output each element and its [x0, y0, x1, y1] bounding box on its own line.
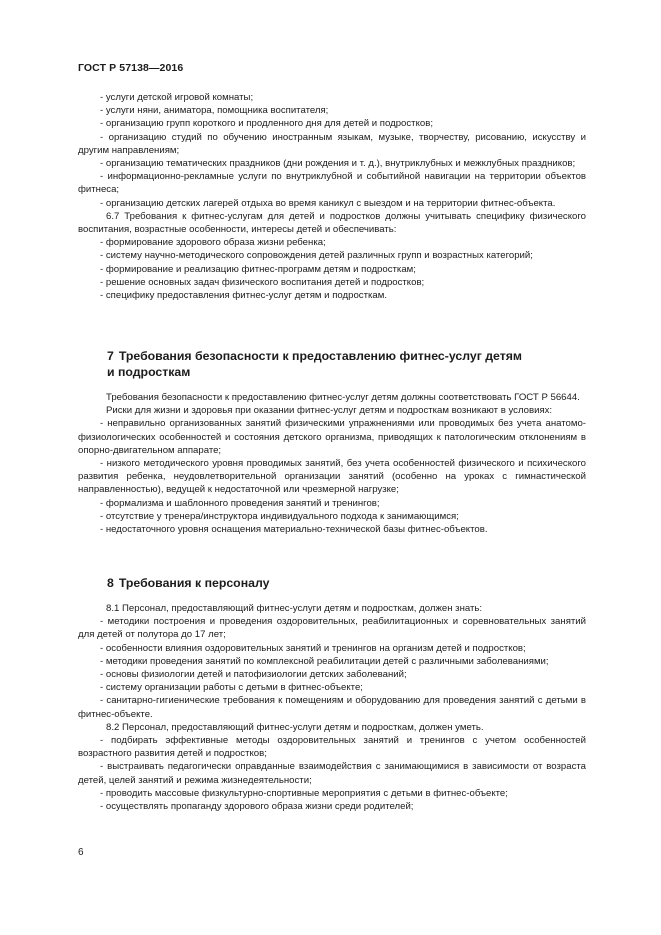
list-item: - специфику предоставления фитнес-услуг детям и подросткам. [100, 290, 387, 302]
list-item: - организацию студий по обучению иностранным языкам, музыке, творчеству, рисованию, искусству и другим направлениям; [78, 131, 586, 156]
clause-6-7: 6.7 Требования к фитнес-услугам для детей и подростков должны учитывать специфику физического воспитания, возрастные особенности, интересы детей и обеспечивать: [78, 210, 586, 236]
page-number: 6 [78, 847, 84, 858]
list-item: - методики построения и проведения оздоровительных, реабилитационных и соревновательных занятий для детей от полутора до 17 лет; [78, 616, 586, 641]
section-7 [78, 348, 586, 536]
clause-8-2: 8.2 Персонал, предоставляющий фитнес-услуги детям и подросткам, должен уметь. [106, 721, 484, 733]
paragraph: Риски для жизни и здоровья при оказании фитнес-услуг детям и подросткам возникают в условиях: [106, 405, 553, 417]
section-title: Требования к персоналу [118, 576, 270, 590]
section-title-cont: и подросткам [107, 365, 191, 379]
list-item: - информационно-рекламные услуги по внутриклубной и событийной навигации на территории объектов фитнеса; [78, 171, 586, 196]
list-item: - выстраивать педагогически оправданные взаимодействия с занимающимися в зависимости от возраста детей, целей занятий и режима жизнедеятельности; [78, 761, 586, 786]
paragraph: Требования безопасности к предоставлению фитнес-услуг детям должны соответствовать ГОСТ Р 56644. [106, 392, 580, 403]
list-item: - формализма и шаблонного проведения занятий и тренингов; [100, 497, 380, 509]
list-item: - формирование и реализацию фитнес-программ детям и подросткам; [100, 263, 416, 275]
list-item: - формирование здорового образа жизни ребенка; [100, 237, 326, 249]
list-item: - организацию тематических праздников (дни рождения и т. д.), внутриклубных и межклубных праздников; [100, 158, 576, 170]
list-item: - отсутствие у тренера/инструктора индивидуального подхода к занимающимся; [100, 510, 459, 522]
clause-8-1: 8.1 Персонал, предоставляющий фитнес-услуги детям и подросткам, должен знать: [106, 603, 483, 614]
list-item: - осуществлять пропаганду здорового образа жизни среди родителей; [100, 801, 414, 813]
list-item: - основы физиологии детей и патофизиологии детских заболеваний; [100, 669, 407, 681]
standard-header: ГОСТ Р 57138—2016 [78, 62, 184, 74]
services-list-block [78, 91, 586, 302]
list-item: - решение основных задач физического воспитания детей и подростков; [100, 276, 425, 288]
list-item: - проводить массовые физкультурно-спортивные мероприятия с детьми в фитнес-объекте; [100, 787, 508, 799]
list-item: - низкого методического уровня проводимых занятий, без учета особенностей физического и психического развития ребенка, неудовлетворительной организации занятий (особенно на уроках с гимнастической направленностью), ведущей к недостаточной или чрезмерной нагрузке; [78, 458, 586, 496]
list-item: - методики проведения занятий по комплексной реабилитации детей с различными заболеваниями; [100, 655, 549, 667]
section-8 [78, 575, 586, 813]
list-item: - подбирать эффективные методы оздоровительных занятий и тренингов с учетом особенностей возрастного развития детей и подростков; [78, 735, 586, 760]
list-item: - систему организации работы с детьми в фитнес-объекте; [100, 682, 363, 694]
section-7-heading [78, 348, 586, 380]
list-item: - услуги детской игровой комнаты; [100, 92, 254, 103]
list-item: - организацию групп короткого и продленного дня для детей и подростков; [100, 118, 433, 130]
list-item: - особенности влияния оздоровительных занятий и тренингов на организм детей и подростков; [100, 642, 526, 654]
section-number: 7 [107, 349, 114, 363]
list-item: - санитарно-гигиенические требования к помещениям и оборудованию для проведения занятий с детьми в фитнес-объекте. [78, 695, 586, 720]
section-title: Требования безопасности к предоставлению фитнес-услуг детям [118, 349, 523, 363]
section-8-heading [78, 575, 586, 591]
list-item: - организацию детских лагерей отдыха во время каникул с выездом и на территории фитнес-объекта. [100, 197, 556, 209]
section-number: 8 [107, 576, 114, 590]
list-item: - систему научно-методического сопровождения детей различных групп и возрастных категорий; [100, 250, 533, 262]
list-item: - неправильно организованных занятий физическими упражнениями или проводимых без учета анатомо-физиологических особенностей и состояния детского организма, приводящих к патологическим отклонениям в опорно-двигательном аппарате; [78, 418, 586, 456]
list-item: - услуги няни, аниматора, помощника воспитателя; [100, 105, 329, 117]
list-item: - недостаточного уровня оснащения материально-технической базы фитнес-объектов. [100, 524, 488, 536]
